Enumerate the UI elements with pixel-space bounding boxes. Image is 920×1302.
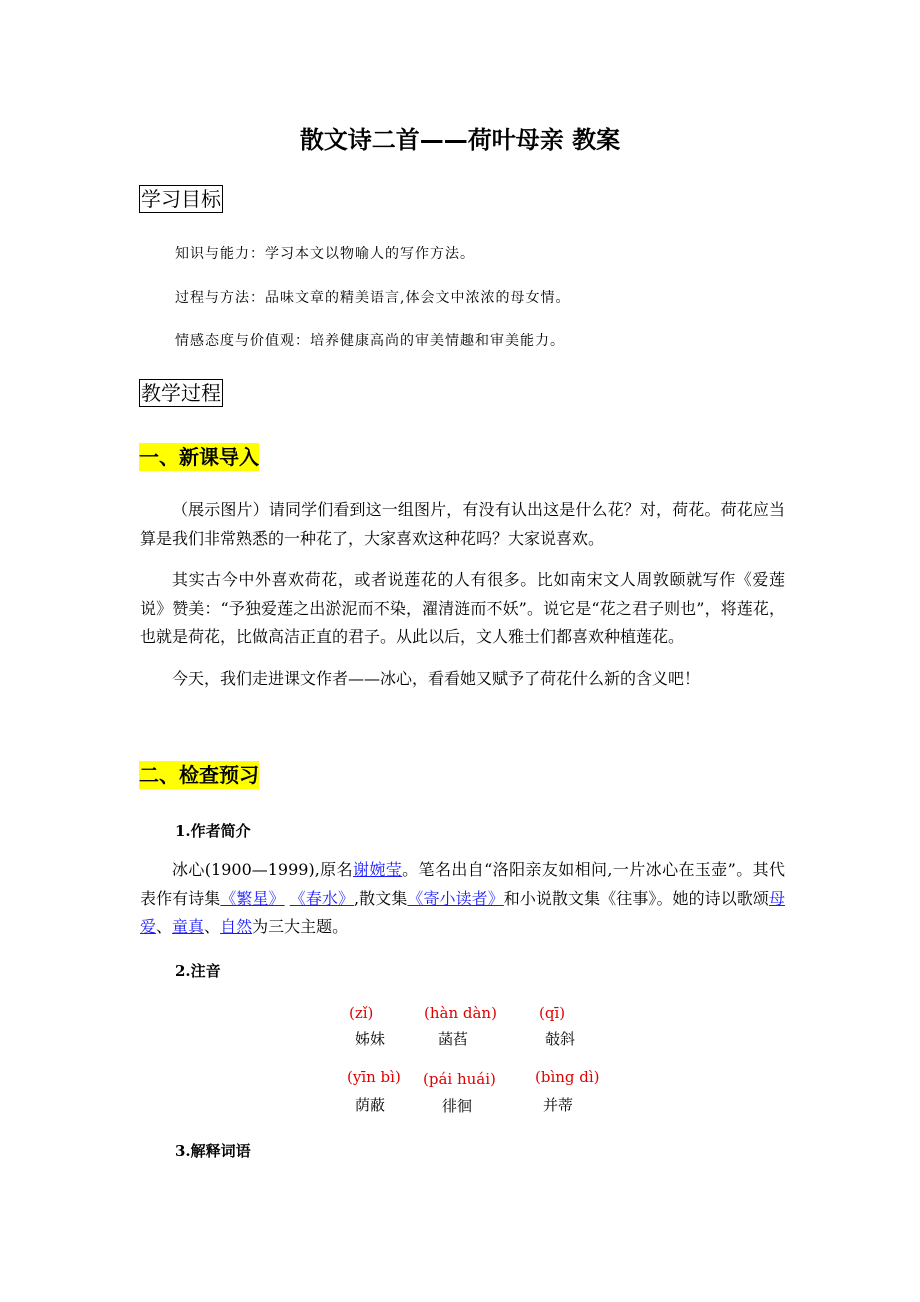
pinyin: (zǐ) xyxy=(349,1004,374,1022)
pinyin: (hàn dàn) xyxy=(424,1004,497,1022)
word: 菡萏 xyxy=(438,1030,469,1048)
subheading-pinyin: 2.注音 xyxy=(175,962,221,980)
objective: 知识与能力：学习本文以物喻人的写作方法。 xyxy=(175,246,475,262)
paragraph: 其实古今中外喜欢荷花，或者说莲花的人有很多。比如南宋文人周敦颐就写作《爱莲说》赞美：“予独爱莲之出淤泥而不染，濯清涟而不妖”。说它是“花之君子则也”，将莲花，也就是荷花，比做高洁正直的君子。从此以后，文人雅士们都喜欢种植莲花。 xyxy=(140,570,785,646)
text: ,散文集 xyxy=(354,888,408,908)
link[interactable]: 谢婉莹 xyxy=(352,860,403,879)
pinyin: (bìng dì) xyxy=(535,1068,600,1086)
subheading-author: 1.作者简介 xyxy=(175,822,251,840)
heading-intro: 一、新课导入 xyxy=(139,445,259,469)
word: 荫蔽 xyxy=(355,1096,386,1114)
subheading-vocabulary: 3.解释词语 xyxy=(175,1142,251,1160)
word: 姊妹 xyxy=(355,1030,386,1048)
heading-learning-goals: 学习目标 xyxy=(141,187,221,211)
author-bio xyxy=(140,856,785,942)
paragraph: 今天，我们走进课文作者——冰心，看看她又赋予了荷花什么新的含义吧！ xyxy=(172,669,701,688)
paragraph: （展示图片）请同学们看到这一组图片，有没有认出这是什么花？对，荷花。荷花应当算是我们非常熟悉的一种花了，大家喜欢这种花吗？大家说喜欢。 xyxy=(140,500,785,548)
text: 、 xyxy=(204,917,221,936)
pinyin: (yīn bì) xyxy=(347,1068,401,1086)
text: 冰心(1900—1999),原名 xyxy=(172,860,353,879)
objective: 过程与方法：品味文章的精美语言,体会文中浓浓的母女情。 xyxy=(175,290,571,306)
word: 徘徊 xyxy=(442,1097,473,1115)
heading-preview: 二、检查预习 xyxy=(139,763,259,787)
word: 攲斜 xyxy=(545,1030,576,1048)
text: 和小说散文集《往事》。她的诗以歌颂 xyxy=(503,888,769,908)
link[interactable]: 母爱 xyxy=(140,888,785,936)
pinyin: (qī) xyxy=(539,1004,566,1022)
link[interactable]: 《春水》 xyxy=(289,888,355,908)
text: 、 xyxy=(156,917,173,936)
page-title: 散文诗二首——荷叶母亲 教案 xyxy=(299,126,621,154)
link[interactable]: 《繁星》 xyxy=(220,888,285,908)
link[interactable]: 《寄小读者》 xyxy=(407,888,504,908)
objective: 情感态度与价值观：培养健康高尚的审美情趣和审美能力。 xyxy=(175,333,565,349)
heading-teaching-process: 教学过程 xyxy=(141,381,221,405)
link[interactable]: 童真 xyxy=(172,917,205,936)
text: 。笔名出自“洛阳亲友如相问,一片冰心在玉壶”。其代表作有诗集 xyxy=(140,860,785,908)
pinyin: (pái huái) xyxy=(423,1070,496,1088)
text: 为三大主题。 xyxy=(252,917,349,936)
link[interactable]: 自然 xyxy=(220,917,253,936)
word: 并蒂 xyxy=(543,1096,574,1114)
